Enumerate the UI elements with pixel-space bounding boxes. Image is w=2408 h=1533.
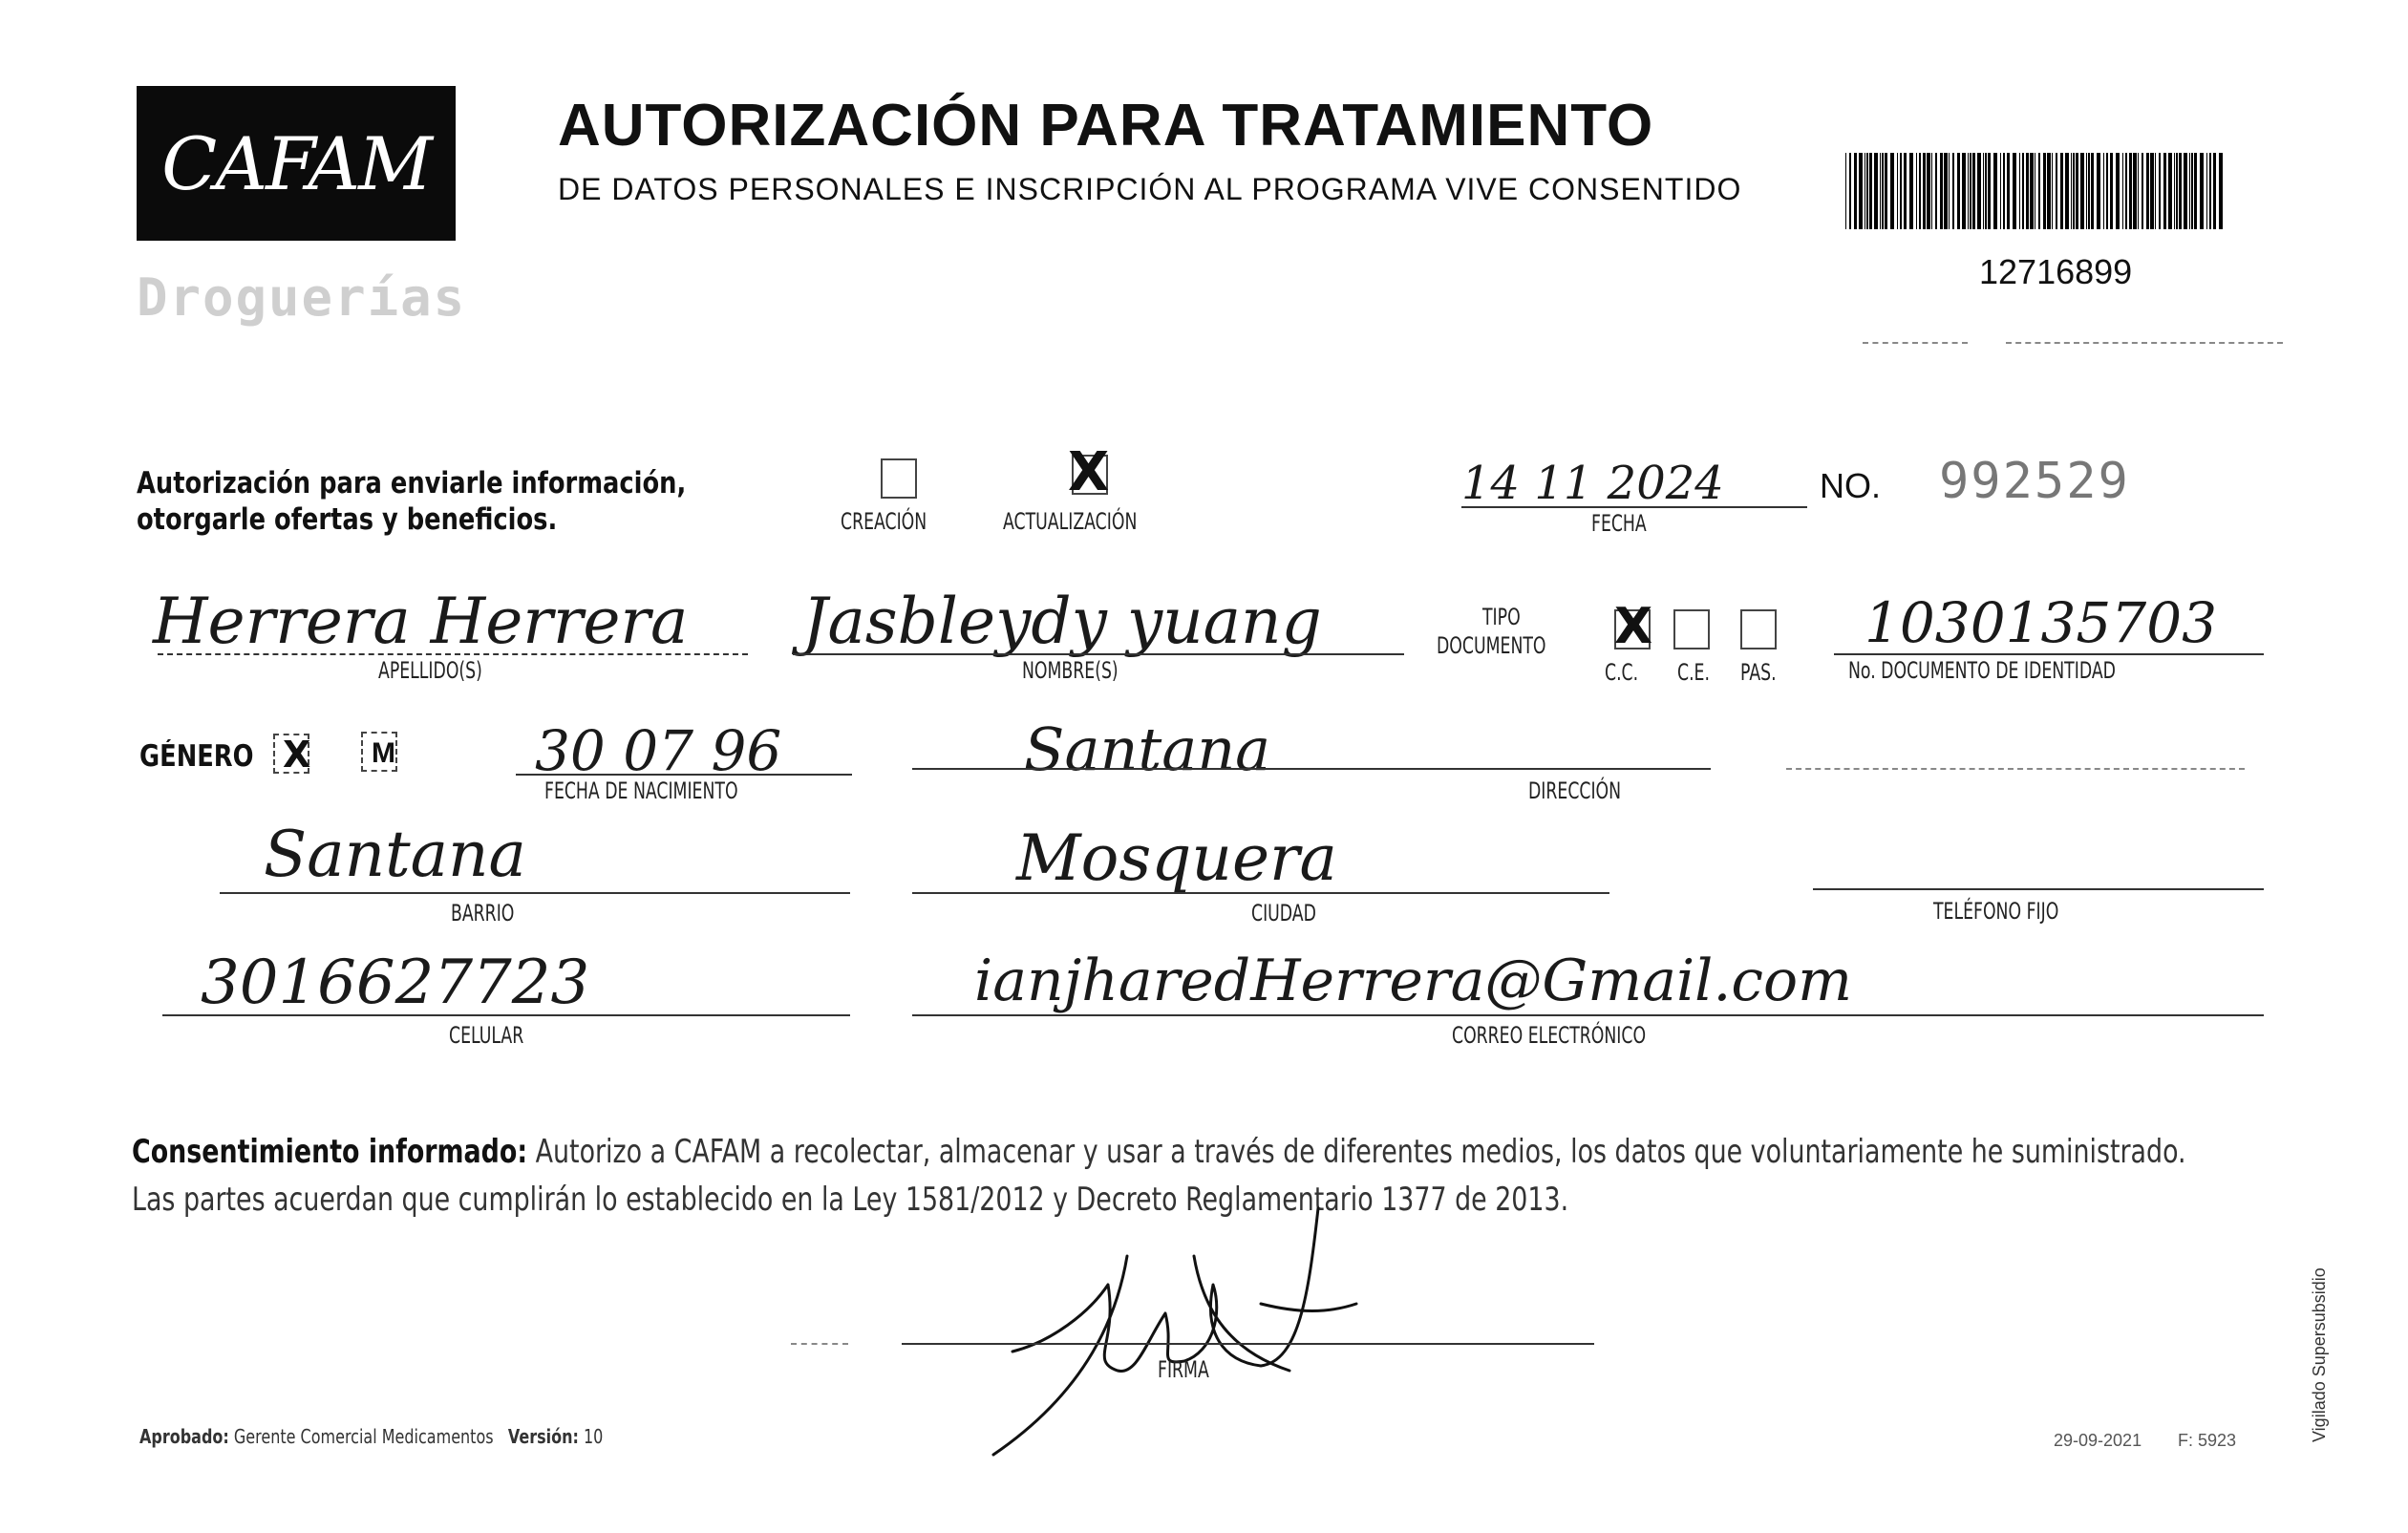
firma-line — [902, 1343, 1594, 1345]
barcode-bar — [2168, 153, 2172, 229]
version-label: Versión: — [507, 1425, 579, 1448]
barcode-bar — [1988, 153, 1991, 229]
barcode-bar — [2019, 153, 2020, 229]
ciudad-value: Mosquera — [1016, 821, 1337, 895]
barcode-bar — [1882, 153, 1884, 229]
barcode-bar — [2080, 153, 2084, 229]
barcode-bar — [2184, 153, 2187, 229]
divider — [1863, 342, 1968, 344]
barcode-bar — [2179, 153, 2182, 229]
barcode-bar — [1919, 153, 1921, 229]
authorization-text-1: Autorización para enviarle información, — [137, 466, 687, 500]
barcode-bar — [2076, 153, 2078, 229]
form-title: AUTORIZACIÓN PARA TRATAMIENTO — [558, 93, 1654, 159]
barcode-bar — [1900, 153, 1902, 229]
barcode-bar — [2071, 153, 2072, 229]
barcode-bar — [1972, 153, 1975, 229]
barcode-bar — [2073, 153, 2075, 229]
ciudad-line — [912, 892, 1609, 894]
no-label: NO. — [1820, 466, 1882, 505]
form-subtitle: DE DATOS PERSONALES E INSCRIPCIÓN AL PROGRAMA VIVE CONSENTIDO — [558, 172, 1742, 206]
barcode-bar — [2176, 153, 2178, 229]
genero-f-mark: X — [283, 734, 311, 776]
barcode-bar — [1880, 153, 1881, 229]
barcode-bar — [2133, 153, 2137, 229]
pas-checkbox[interactable] — [1740, 609, 1777, 649]
cafam-logo — [137, 86, 456, 241]
barcode-bar — [1859, 153, 1863, 229]
barcode-bar — [2043, 153, 2046, 229]
direccion-line — [912, 768, 1711, 770]
logo-subtitle: Droguerías — [137, 267, 467, 328]
tipo-label: TIPO — [1482, 604, 1521, 630]
barcode-bar — [2038, 153, 2040, 229]
authorization-text-2: otorgarle ofertas y beneficios. — [137, 502, 558, 537]
cafam-logo-text: CAFAM — [161, 120, 431, 206]
barcode-bar — [2142, 153, 2143, 229]
barcode-bar — [1869, 153, 1872, 229]
barcode-bar — [1874, 153, 1878, 229]
barcode-bar — [2150, 153, 2154, 229]
barcode-bar — [1904, 153, 1907, 229]
barcode-bar — [1993, 153, 1997, 229]
barcode-bar — [2209, 153, 2211, 229]
barcode-bar — [1849, 153, 1851, 229]
actualizacion-label: ACTUALIZACIÓN — [1003, 508, 1138, 535]
nacimiento-value: 30 07 96 — [535, 718, 782, 783]
barcode-bar — [2060, 153, 2063, 229]
barcode-bar — [2022, 153, 2024, 229]
barcode-bar — [1897, 153, 1898, 229]
telefono-line — [1813, 888, 2264, 890]
firma-label: FIRMA — [1158, 1356, 1209, 1383]
divider — [2006, 342, 2283, 344]
barcode-bar — [2110, 153, 2113, 229]
apellido-value: Herrera Herrera — [153, 585, 689, 658]
barcode-bar — [2116, 153, 2120, 229]
barcode-bar — [2047, 153, 2051, 229]
version-value: 10 — [583, 1425, 604, 1448]
barcode-bar — [1962, 153, 1966, 229]
barcode-bar — [2206, 153, 2207, 229]
barrio-value: Santana — [264, 818, 526, 891]
side-vigilado-text: Vigilado Supersubsidio — [2310, 1267, 2329, 1442]
barcode-bar — [1927, 153, 1930, 229]
genero-label: GÉNERO — [139, 739, 254, 774]
barcode-bar — [1977, 153, 1981, 229]
nacimiento-label: FECHA DE NACIMIENTO — [544, 777, 738, 804]
barcode-bar — [1854, 153, 1857, 229]
consent-bold-label: Consentimiento informado: — [132, 1133, 528, 1171]
doc-number-value: 1030135703 — [1865, 590, 2218, 655]
barcode-bar — [2013, 153, 2016, 229]
correo-line — [912, 1014, 2264, 1016]
barcode-bar — [1909, 153, 1913, 229]
footer-form-code: F: 5923 — [2178, 1431, 2237, 1450]
barcode-bar — [2088, 153, 2090, 229]
cc-check-mark: X — [1614, 598, 1653, 655]
celular-value: 3016627723 — [201, 947, 590, 1018]
consent-text-2: Las partes acuerdan que cumplirán lo establecido en la Ley 1581/2012 y Decreto Reglamentario 1377 de 2013. — [132, 1181, 1569, 1219]
barcode-bar — [1949, 153, 1950, 229]
fecha-value: 14 11 2024 — [1461, 457, 1724, 510]
actualizacion-check-mark: X — [1068, 441, 1110, 503]
cc-label: C.C. — [1605, 659, 1639, 686]
barcode-bar — [2122, 153, 2123, 229]
barcode-bar — [2125, 153, 2127, 229]
barcode-number: 12716899 — [1979, 252, 2133, 291]
barcode-bar — [1968, 153, 1969, 229]
signature-scribble — [974, 1199, 1375, 1466]
ciudad-label: CIUDAD — [1251, 900, 1316, 926]
ce-checkbox[interactable] — [1673, 609, 1710, 649]
aprobado-value: Gerente Comercial Medicamentos — [233, 1425, 494, 1448]
barcode-bar — [2155, 153, 2156, 229]
footer-date-code: 29-09-2021 — [2054, 1431, 2142, 1450]
genero-m-label: M — [372, 737, 395, 769]
barcode-bar — [2026, 153, 2029, 229]
doc-number-label: No. DOCUMENTO DE IDENTIDAD — [1848, 657, 2116, 684]
fecha-line — [1461, 506, 1807, 508]
barrio-line — [220, 892, 850, 894]
barcode-bar — [1931, 153, 1932, 229]
barcode-bar — [1885, 153, 1887, 229]
barcode-bar — [2106, 153, 2108, 229]
barcode-bar — [1985, 153, 1987, 229]
barcode-bar — [2103, 153, 2104, 229]
doc-number-line — [1834, 653, 2264, 655]
barcode-bar — [2191, 153, 2193, 229]
correo-value: ianjharedHerrera@Gmail.com — [974, 947, 1853, 1014]
nacimiento-line — [516, 774, 852, 776]
nombre-line — [793, 653, 1404, 655]
telefono-label: TELÉFONO FIJO — [1933, 898, 2059, 925]
barcode-bar — [2219, 153, 2223, 229]
apellido-line — [158, 653, 748, 655]
barcode-bar — [1952, 153, 1954, 229]
creacion-checkbox[interactable] — [881, 458, 917, 499]
barcode-bar — [2007, 153, 2010, 229]
barcode-bar — [1916, 153, 1917, 229]
barcode-bar — [2065, 153, 2069, 229]
form-number: 992529 — [1939, 453, 2130, 510]
barcode-bar — [1970, 153, 1971, 229]
barcode-bar — [2163, 153, 2166, 229]
consent-text-1: Autorizo a CAFAM a recolectar, almacenar y usar a través de diferentes medios, los datos que voluntariamente he suministrado. — [535, 1133, 2186, 1171]
correo-label: CORREO ELECTRÓNICO — [1452, 1022, 1647, 1049]
barcode-bar — [2146, 153, 2149, 229]
apellido-label: APELLIDO(S) — [378, 657, 482, 684]
footer-aprobado — [139, 1425, 603, 1448]
barcode-bar — [1944, 153, 1948, 229]
firma-line-left — [791, 1343, 848, 1345]
direccion-value: Santana — [1024, 714, 1271, 784]
barcode-bar — [1866, 153, 1868, 229]
consent-line-1 — [132, 1133, 2186, 1171]
barcode-bar — [2030, 153, 2034, 229]
barcode-bar — [2129, 153, 2132, 229]
creacion-label: CREACIÓN — [841, 508, 927, 535]
barcode-bar — [2200, 153, 2204, 229]
barcode-bar — [2003, 153, 2005, 229]
barcode-bar — [1940, 153, 1943, 229]
barcode-bar — [1890, 153, 1894, 229]
direccion-line-ext — [1786, 768, 2245, 770]
barcode-bar — [2056, 153, 2057, 229]
nombre-label: NOMBRE(S) — [1022, 657, 1119, 684]
celular-line — [162, 1014, 850, 1016]
barcode-bar — [2213, 153, 2216, 229]
pas-label: PAS. — [1740, 659, 1777, 686]
barcode-bar — [2086, 153, 2087, 229]
ce-label: C.E. — [1677, 659, 1710, 686]
fecha-label: FECHA — [1591, 510, 1647, 537]
barrio-label: BARRIO — [451, 900, 515, 926]
barcode-bar — [2138, 153, 2139, 229]
barcode-bar — [1957, 153, 1960, 229]
barcode-bar — [1845, 153, 1846, 229]
barcode-bar — [1983, 153, 1984, 229]
barcode-bar — [2052, 153, 2053, 229]
nombre-value: Jasbleydy yuang — [802, 585, 1322, 658]
barcode-bar — [2091, 153, 2094, 229]
barcode-bar — [2159, 153, 2161, 229]
barcode-bar — [2174, 153, 2175, 229]
barcode-bar — [2000, 153, 2001, 229]
barcode — [1843, 153, 2226, 229]
barcode-bar — [1935, 153, 1937, 229]
aprobado-label: Aprobado: — [139, 1425, 229, 1448]
documento-label: DOCUMENTO — [1437, 632, 1546, 659]
celular-label: CELULAR — [449, 1022, 524, 1049]
barcode-bar — [2194, 153, 2197, 229]
barcode-bar — [2097, 153, 2100, 229]
barcode-bar — [1923, 153, 1926, 229]
direccion-label: DIRECCIÓN — [1528, 777, 1622, 804]
barcode-bar — [2189, 153, 2190, 229]
